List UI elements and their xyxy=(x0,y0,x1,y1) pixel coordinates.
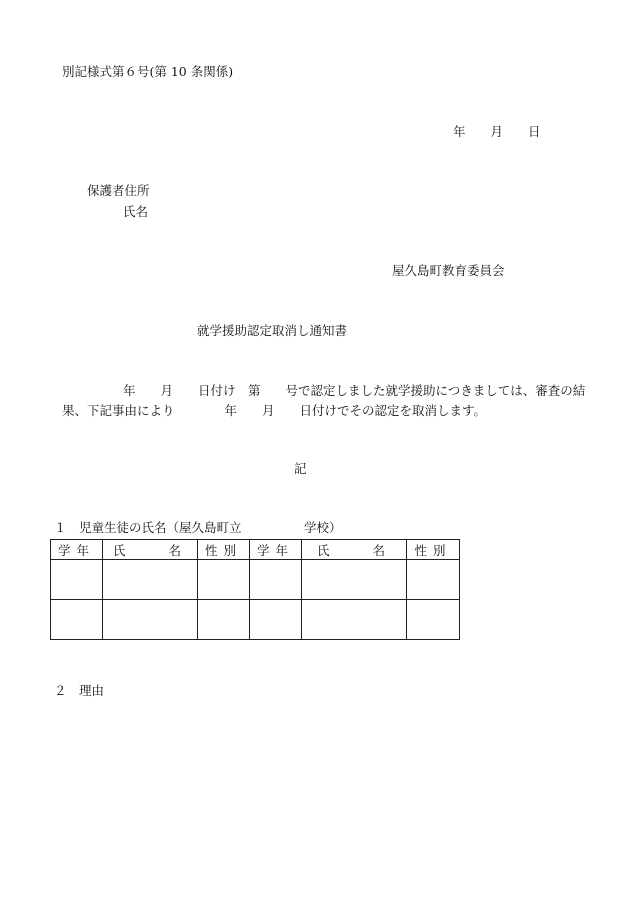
header-gender: 性別 xyxy=(407,540,460,560)
form-number: 別記様式第６号(第 10 条関係) xyxy=(62,64,234,79)
header-name: 氏 名 xyxy=(302,540,407,560)
table-cell xyxy=(302,560,407,600)
table-header-row xyxy=(51,540,460,560)
table-cell xyxy=(407,600,460,640)
table-cell xyxy=(407,560,460,600)
table-cell xyxy=(103,560,198,600)
table-cell xyxy=(250,600,302,640)
section-1-heading: １ 児童生徒の氏名（屋久島町立 学校） xyxy=(54,520,342,535)
header-grade: 学年 xyxy=(51,540,103,560)
document-title: 就学援助認定取消し通知書 xyxy=(197,323,348,338)
table-cell xyxy=(103,600,198,640)
body-text-line-1: 年 月 日付け 第 号で認定しました就学援助につきましては、審査の結 xyxy=(123,383,586,398)
header-name: 氏 名 xyxy=(103,540,198,560)
body-text-line-2: 果、下記事由により 年 月 日付けでその認定を取消します。 xyxy=(62,403,487,418)
table-row xyxy=(51,560,460,600)
table-cell xyxy=(51,560,103,600)
table-cell xyxy=(302,600,407,640)
table-cell xyxy=(51,600,103,640)
date-line: 年 月 日 xyxy=(453,124,541,139)
section-2-heading: ２ 理由 xyxy=(54,683,105,698)
issuer-name: 屋久島町教育委員会 xyxy=(392,263,505,278)
table-cell xyxy=(198,560,250,600)
header-grade: 学年 xyxy=(250,540,302,560)
header-gender: 性別 xyxy=(198,540,250,560)
table-row xyxy=(51,600,460,640)
table-cell xyxy=(250,560,302,600)
ki-marker: 記 xyxy=(294,461,307,476)
guardian-name-label: 氏名 xyxy=(123,204,149,219)
student-table xyxy=(50,539,460,640)
table-cell xyxy=(198,600,250,640)
guardian-address-label: 保護者住所 xyxy=(87,183,150,198)
